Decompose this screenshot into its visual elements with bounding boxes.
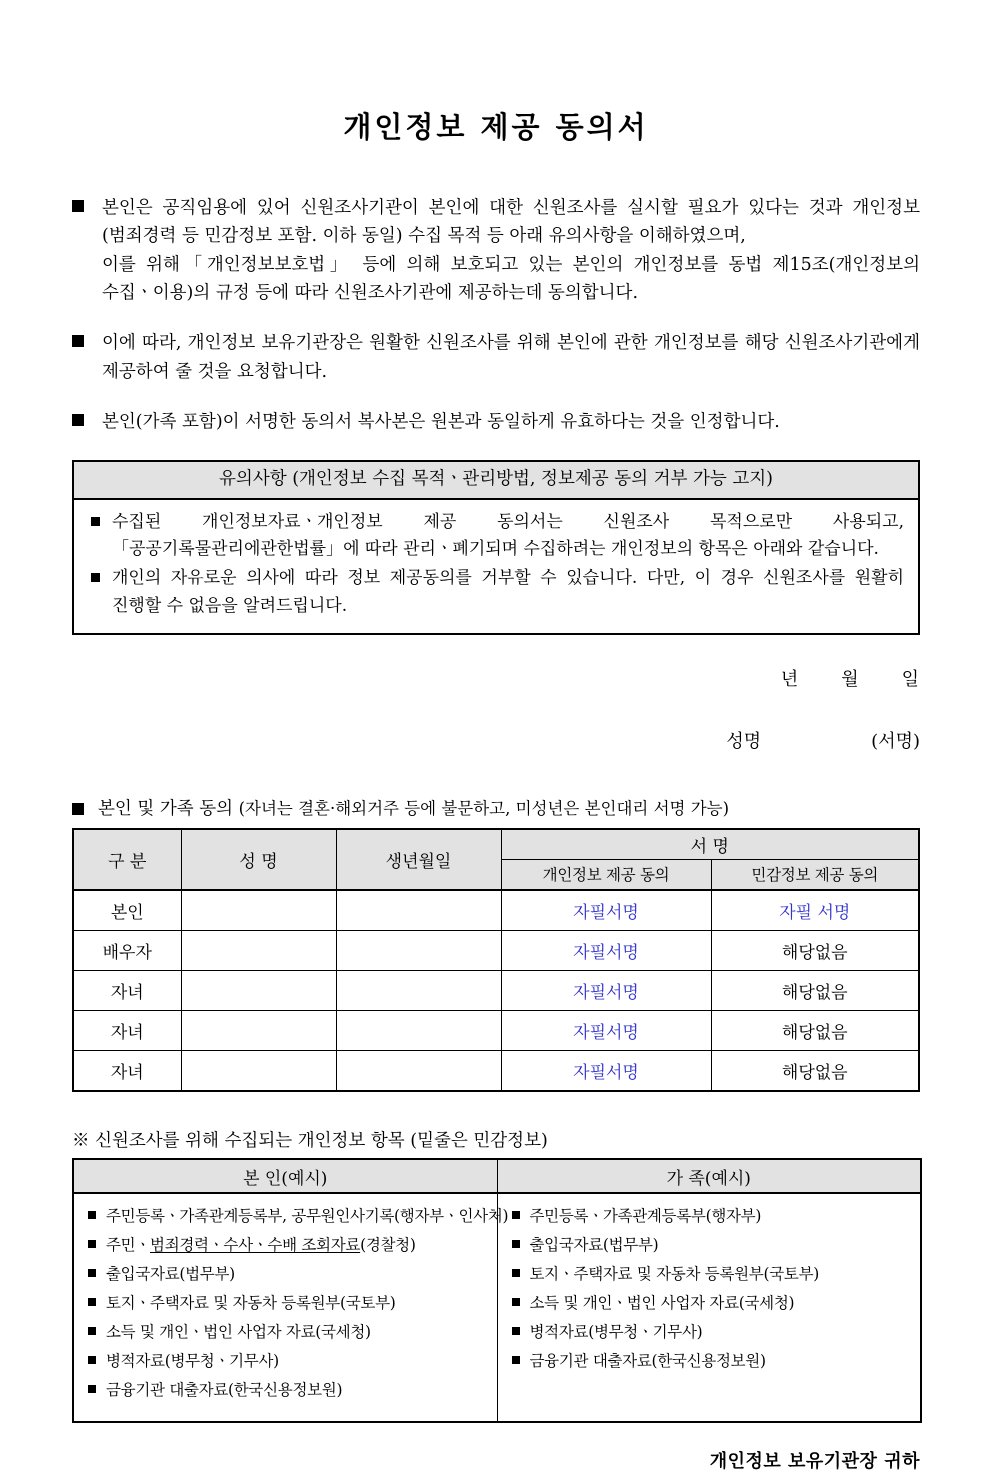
signature-line — [0, 727, 920, 753]
list-item-text: 소득 및 개인ㆍ법인 사업자 자료(국세청) — [529, 1294, 795, 1313]
cell-category: 본인 — [73, 890, 181, 931]
list-item-text: 주민등록ㆍ가족관계등록부(행자부) — [529, 1207, 762, 1226]
table-row — [73, 930, 919, 970]
intro-paragraph-2 — [72, 329, 920, 386]
family-table-head — [73, 829, 919, 890]
small-square-bullet-icon — [91, 517, 100, 526]
intro-paragraph-1 — [72, 194, 920, 307]
items-table-body — [73, 1193, 921, 1422]
col-header-birthdate: 생년월일 — [336, 829, 501, 890]
table-row — [73, 890, 919, 931]
table-row — [73, 970, 919, 1010]
cell-family-items — [497, 1193, 921, 1422]
cell-consent-personal[interactable]: 자필서명 — [501, 970, 711, 1010]
items-section-heading — [72, 1130, 920, 1153]
cell-category: 자녀 — [73, 1010, 181, 1050]
col-header-category: 구 분 — [73, 829, 181, 890]
intro-paragraph-2-line-1: 이에 따라, 개인정보 보유기관장은 원활한 신원조사를 위해 본인에 관한 개인정보를 해당 신원조사기관에게 제공하여 줄 것을 요청합니다. — [102, 333, 920, 382]
cell-name-input[interactable] — [181, 1050, 336, 1091]
family-section-heading-sub: (자녀는 결혼·해외거주 등에 불문하고, 미성년은 본인대리 서명 가능) — [238, 798, 730, 818]
small-square-bullet-icon — [512, 1356, 520, 1364]
square-bullet-icon — [72, 414, 84, 426]
small-square-bullet-icon — [88, 1298, 96, 1306]
col-header-consent-sensitive: 민감정보 제공 동의 — [711, 859, 919, 890]
small-square-bullet-icon — [88, 1211, 96, 1219]
list-item — [86, 1204, 509, 1228]
date-month-label: 월 — [841, 668, 860, 690]
small-square-bullet-icon — [88, 1240, 96, 1248]
intro-paragraph-1-line-1: 본인은 공직임용에 있어 신원조사기관이 본인에 대한 신원조사를 실시할 필요가 있다는 것과 개인정보(범죄경력 등 민감정보 포함. 이하 동일) 수집 목적 등 아래 유의사항을 이해하였으며, — [102, 197, 920, 247]
list-item-suffix: (경찰청) — [360, 1236, 416, 1255]
family-consent-table — [72, 828, 920, 1092]
cell-name-input[interactable] — [181, 1010, 336, 1050]
list-item-text: 병적자료(병무청ㆍ기무사) — [106, 1352, 279, 1371]
table-row — [73, 1010, 919, 1050]
list-item — [86, 1291, 485, 1315]
cell-consent-personal[interactable]: 자필서명 — [501, 890, 711, 931]
list-item-text: 소득 및 개인ㆍ법인 사업자 자료(국세청) — [106, 1323, 371, 1342]
cell-category: 배우자 — [73, 930, 181, 970]
cell-self-items — [73, 1193, 509, 1422]
date-line — [0, 665, 920, 691]
signature-name-label: 성명 — [726, 730, 762, 752]
small-square-bullet-icon — [512, 1211, 520, 1219]
family-section-heading — [72, 798, 920, 821]
table-row — [73, 1050, 919, 1091]
list-item-text: 출입국자료(법무부) — [106, 1265, 235, 1284]
small-square-bullet-icon — [512, 1240, 520, 1248]
square-bullet-icon — [72, 335, 84, 347]
date-year-label: 년 — [780, 668, 800, 690]
col-header-self: 본 인(예시) — [73, 1159, 497, 1193]
notice-item — [88, 509, 904, 563]
small-square-bullet-icon — [88, 1385, 96, 1393]
cell-name-input[interactable] — [181, 970, 336, 1010]
list-item-prefix: 주민ㆍ — [106, 1236, 151, 1255]
list-item-text: 주민등록ㆍ가족관계등록부, 공무원인사기록(행자부ㆍ인사처) — [106, 1207, 509, 1226]
list-item-text: 토지ㆍ주택자료 및 자동차 등록원부(국토부) — [529, 1265, 819, 1284]
cell-category: 자녀 — [73, 970, 181, 1010]
cell-consent-personal[interactable]: 자필서명 — [501, 1010, 711, 1050]
list-item — [510, 1204, 909, 1228]
small-square-bullet-icon — [512, 1327, 520, 1335]
items-section-heading-text: ※ 신원조사를 위해 수집되는 개인정보 항목 (밑줄은 민감정보) — [72, 1130, 548, 1151]
list-item-sensitive-underlined: 범죄경력ㆍ수사ㆍ수배 조회자료 — [150, 1236, 361, 1255]
small-square-bullet-icon — [88, 1356, 96, 1364]
notice-item — [88, 565, 904, 619]
notice-item-text: 수집된 개인정보자료ㆍ개인정보 제공 동의서는 신원조사 목적으로만 사용되고,「공공기록물관리에관한법률」에 따라 관리ㆍ폐기되며 수집하려는 개인정보의 항목은 아래와 같습니다. — [112, 512, 904, 560]
family-section-heading-main: 본인 및 가족 동의 — [98, 798, 234, 819]
signature-sign-label: (서명) — [871, 730, 920, 752]
cell-birthdate-input[interactable] — [336, 970, 501, 1010]
list-item-text: 금융기관 대출자료(한국신용정보원) — [529, 1352, 766, 1371]
list-item — [510, 1262, 909, 1286]
cell-consent-sensitive: 해당없음 — [711, 1050, 919, 1091]
cell-consent-sensitive: 해당없음 — [711, 1010, 919, 1050]
list-item — [510, 1320, 909, 1344]
notice-box-body — [74, 500, 918, 633]
cell-birthdate-input[interactable] — [336, 930, 501, 970]
intro-paragraph-3-line-1: 본인(가족 포함)이 서명한 동의서 복사본은 원본과 동일하게 유효하다는 것을 인정합니다. — [102, 411, 780, 432]
cell-name-input[interactable] — [181, 930, 336, 970]
small-square-bullet-icon — [88, 1327, 96, 1335]
notice-item-text: 개인의 자유로운 의사에 따라 정보 제공동의를 거부할 수 있습니다. 다만, 이 경우 신원조사를 원활히 진행할 수 없음을 알려드립니다. — [112, 568, 904, 616]
small-square-bullet-icon — [88, 1269, 96, 1277]
small-square-bullet-icon — [512, 1298, 520, 1306]
cell-consent-sensitive[interactable]: 자필 서명 — [711, 890, 919, 931]
table-row — [73, 1193, 921, 1422]
cell-consent-personal[interactable]: 자필서명 — [501, 1050, 711, 1091]
intro-paragraph-3 — [72, 408, 920, 436]
small-square-bullet-icon — [91, 573, 100, 582]
notice-box — [72, 460, 920, 635]
cell-category: 자녀 — [73, 1050, 181, 1091]
col-header-name: 성 명 — [181, 829, 336, 890]
cell-consent-personal[interactable]: 자필서명 — [501, 930, 711, 970]
list-item — [510, 1349, 909, 1373]
list-item — [510, 1233, 909, 1257]
cell-consent-sensitive: 해당없음 — [711, 970, 919, 1010]
list-item-text: 출입국자료(법무부) — [529, 1236, 659, 1255]
square-bullet-icon — [72, 803, 84, 815]
col-header-consent-personal: 개인정보 제공 동의 — [501, 859, 711, 890]
col-header-signature-group: 서 명 — [501, 829, 919, 860]
list-item — [86, 1320, 485, 1344]
footer-addressee: 개인정보 보유기관장 귀하 — [709, 1451, 920, 1473]
list-item — [86, 1233, 485, 1257]
square-bullet-icon — [72, 200, 84, 212]
cell-name-input[interactable] — [181, 890, 336, 931]
items-table-head — [73, 1159, 921, 1193]
notice-box-header: 유의사항 (개인정보 수집 목적ㆍ관리방법, 정보제공 동의 거부 가능 고지) — [74, 462, 918, 500]
list-item — [510, 1291, 909, 1315]
intro-paragraph-1-line-2: 이를 위해「개인정보보호법」 등에 의해 보호되고 있는 본인의 개인정보를 동법 제15조(개인정보의 수집ㆍ이용)의 규정 등에 따라 신원조사기관에 제공하는데 동의합니다. — [102, 254, 920, 303]
cell-birthdate-input[interactable] — [336, 1010, 501, 1050]
collected-items-table — [72, 1158, 922, 1423]
page-title: 개인정보 제공 동의서 — [343, 110, 649, 144]
cell-birthdate-input[interactable] — [336, 890, 501, 931]
list-item-text: 토지ㆍ주택자료 및 자동차 등록원부(국토부) — [106, 1294, 396, 1313]
small-square-bullet-icon — [512, 1269, 520, 1277]
family-table-body — [73, 890, 919, 1091]
cell-consent-sensitive: 해당없음 — [711, 930, 919, 970]
intro-section — [72, 194, 920, 436]
list-item-text: 병적자료(병무청ㆍ기무사) — [529, 1323, 703, 1342]
list-item — [86, 1349, 485, 1373]
list-item-text: 금융기관 대출자료(한국신용정보원) — [106, 1381, 343, 1400]
list-item — [86, 1262, 485, 1286]
col-header-family: 가 족(예시) — [497, 1159, 921, 1193]
date-day-label: 일 — [901, 668, 920, 690]
cell-birthdate-input[interactable] — [336, 1050, 501, 1091]
list-item — [86, 1378, 485, 1402]
